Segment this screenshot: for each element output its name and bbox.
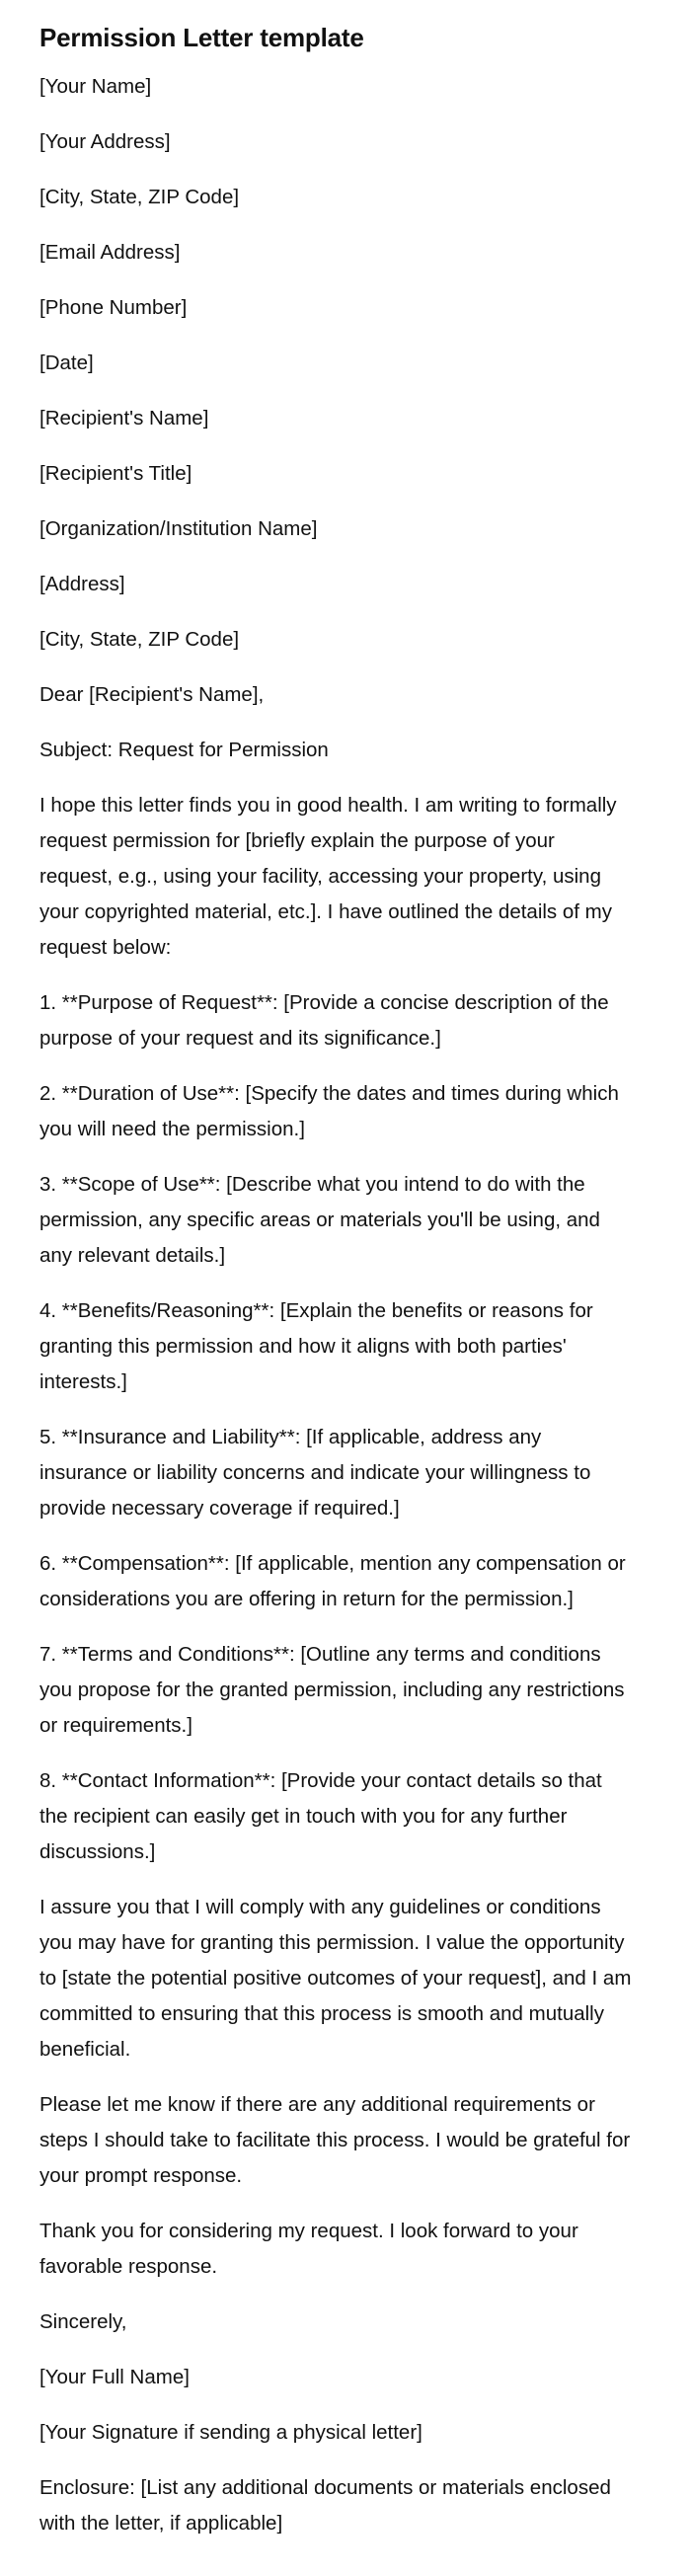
enclosure-note: Enclosure: [List any additional documents or materials enclosed with the letter, if applicable] [39,2476,611,2535]
letter-body [39,69,632,2541]
request-paragraph: Please let me know if there are any additional requirements or steps I should take to facilitate this process. I would be grateful for your prompt response. [39,2093,631,2187]
recipient-name: [Recipient's Name] [39,407,209,429]
recipient-organization: [Organization/Institution Name] [39,517,318,540]
thanks-paragraph: Thank you for considering my request. I look forward to your favorable response. [39,2220,578,2278]
signature-line: [Your Signature if sending a physical letter] [39,2421,422,2444]
sender-address: [Your Address] [39,130,171,153]
item-contact-information: 8. **Contact Information**: [Provide your contact details so that the recipient can easily get in touch with you for any further discussions.] [39,1769,602,1863]
sender-name: [Your Name] [39,75,152,98]
item-duration-of-use: 2. **Duration of Use**: [Specify the dates and times during which you will need the permission.] [39,1082,619,1140]
salutation: Dear [Recipient's Name], [39,683,265,706]
item-scope-of-use: 3. **Scope of Use**: [Describe what you intend to do with the permission, any specific areas or materials you'll be using, and any relevant details.] [39,1173,600,1267]
signature-name: [Your Full Name] [39,2366,190,2388]
assurance-paragraph: I assure you that I will comply with any guidelines or conditions you may have for granting this permission. I value the opportunity to [state the potential positive outcomes of your request], and I am committed to ensuring that this process is smooth and mutually beneficial. [39,1896,632,2061]
sender-phone: [Phone Number] [39,296,188,319]
recipient-address: [Address] [39,573,125,595]
closing: Sincerely, [39,2310,127,2333]
subject-line: Subject: Request for Permission [39,739,329,761]
letter-date: [Date] [39,351,94,374]
recipient-title: [Recipient's Title] [39,462,192,485]
recipient-city-state-zip: [City, State, ZIP Code] [39,628,240,651]
document-title: Permission Letter template [39,23,364,52]
sender-email: [Email Address] [39,241,181,264]
intro-paragraph: I hope this letter finds you in good health. I am writing to formally request permission for [briefly explain the purpose of your request, e.g., using your facility, accessing your property, using your copyrighted material, etc.]. I have outlined the details of my request below: [39,794,617,959]
item-terms-conditions: 7. **Terms and Conditions**: [Outline any terms and conditions you propose for the granted permission, including any restrictions or requirements.] [39,1643,625,1737]
item-benefits-reasoning: 4. **Benefits/Reasoning**: [Explain the benefits or reasons for granting this permission and how it aligns with both parties' interests.] [39,1299,593,1393]
letter-document [39,20,632,2561]
item-purpose-of-request: 1. **Purpose of Request**: [Provide a concise description of the purpose of your request and its significance.] [39,991,609,1050]
item-insurance-liability: 5. **Insurance and Liability**: [If applicable, address any insurance or liability concerns and indicate your willingness to provide necessary coverage if required.] [39,1426,591,1520]
sender-city-state-zip: [City, State, ZIP Code] [39,186,240,208]
item-compensation: 6. **Compensation**: [If applicable, mention any compensation or considerations you are offering in return for the permission.] [39,1552,626,1610]
